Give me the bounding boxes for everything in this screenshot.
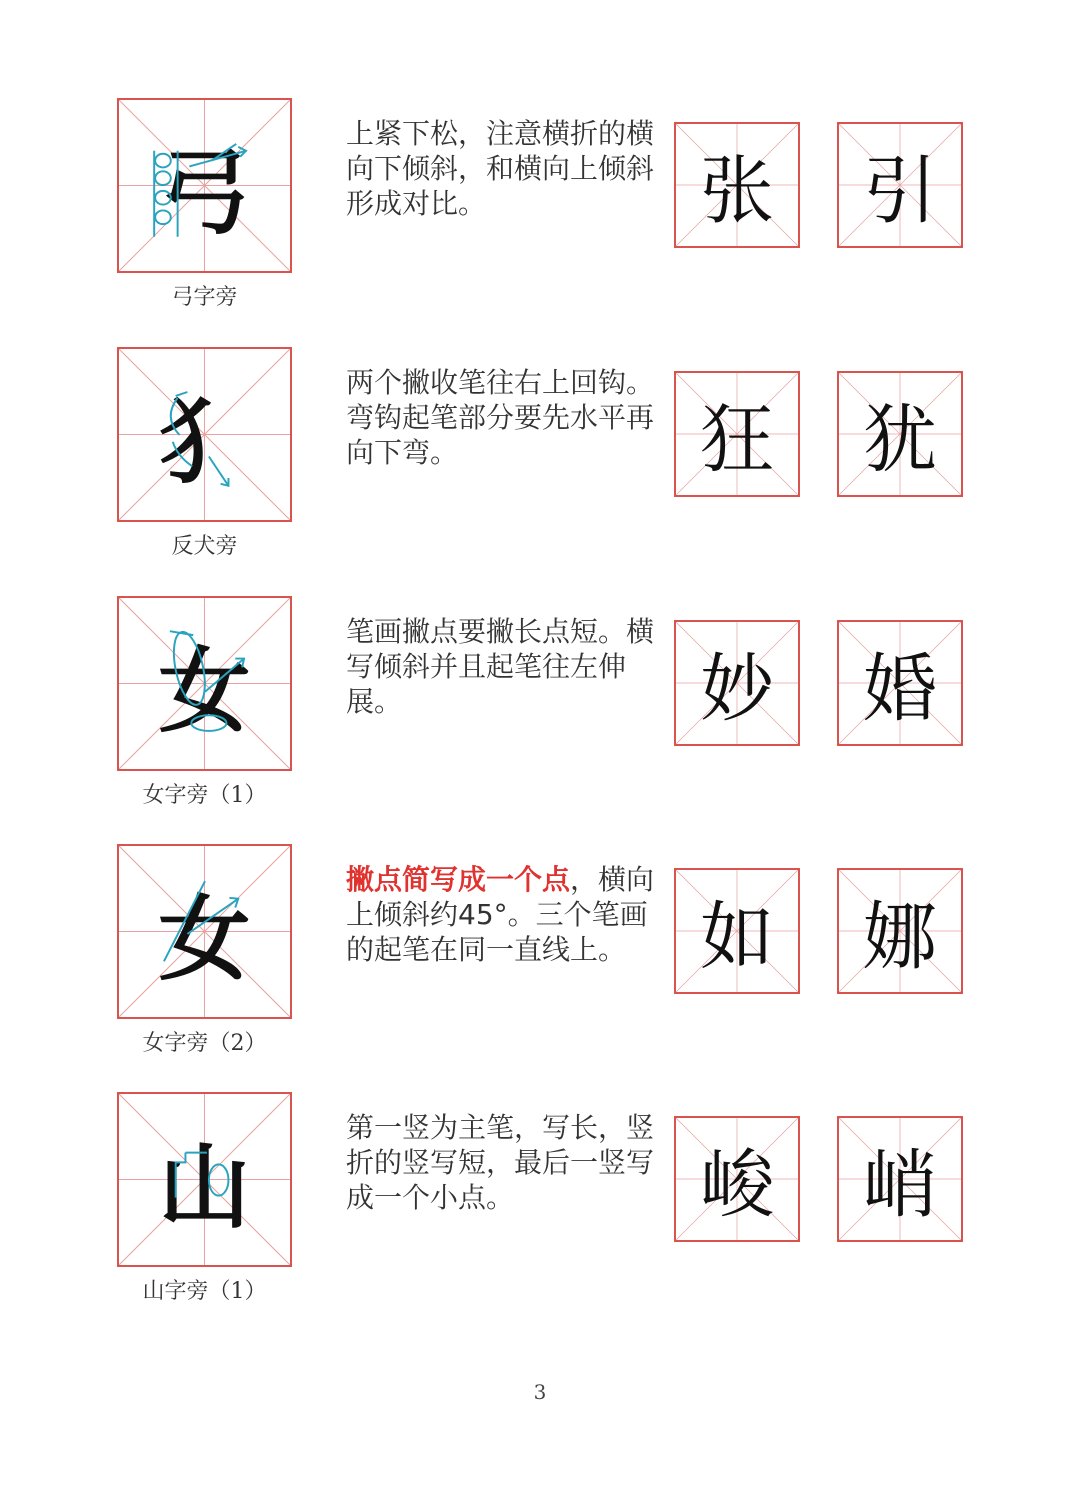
example-grid-2 bbox=[837, 620, 963, 746]
radical-caption: 女字旁（1） bbox=[142, 783, 267, 808]
radical-glyph: 女 bbox=[158, 884, 251, 993]
radical-description bbox=[346, 614, 656, 719]
example-glyph: 婚 bbox=[863, 646, 937, 732]
radical-grid bbox=[117, 98, 292, 273]
example-glyph: 犹 bbox=[863, 397, 937, 483]
example-glyph: 峭 bbox=[863, 1142, 937, 1228]
radical-grid bbox=[117, 347, 292, 522]
description-text: ，横向上倾斜约45°。三个笔画的起笔在同一直线上。 bbox=[346, 863, 655, 966]
example-grid-1 bbox=[674, 371, 800, 497]
description-text: 上紧下松，注意横折的横向下倾斜，和横向上倾斜形成对比。 bbox=[346, 117, 655, 220]
radical-caption: 反犬旁 bbox=[171, 534, 238, 559]
radical-description bbox=[346, 862, 656, 967]
example-grid-2 bbox=[837, 1116, 963, 1242]
radical-row-3 bbox=[0, 596, 1080, 826]
example-grid-2 bbox=[837, 371, 963, 497]
example-glyph: 引 bbox=[863, 148, 937, 234]
radical-caption: 弓字旁 bbox=[171, 285, 238, 310]
page-number: 3 bbox=[533, 1380, 547, 1404]
example-glyph: 狂 bbox=[700, 397, 774, 483]
radical-description bbox=[346, 365, 656, 470]
example-glyph: 妙 bbox=[700, 646, 774, 732]
radical-row-2 bbox=[0, 347, 1080, 577]
description-text: 第一竖为主笔，写长，竖折的竖写短，最后一竖写成一个小点。 bbox=[346, 1111, 655, 1214]
example-glyph: 如 bbox=[700, 894, 774, 980]
radical-caption: 女字旁（2） bbox=[142, 1031, 267, 1056]
example-grid-1 bbox=[674, 868, 800, 994]
radical-caption: 山字旁（1） bbox=[142, 1279, 267, 1304]
radical-glyph: 山 bbox=[158, 1132, 251, 1241]
radical-glyph: 弓 bbox=[158, 138, 251, 247]
example-grid-1 bbox=[674, 122, 800, 248]
description-text: 两个撇收笔往右上回钩。弯钩起笔部分要先水平再向下弯。 bbox=[346, 366, 655, 469]
example-grid-1 bbox=[674, 1116, 800, 1242]
description-text: 笔画撇点要撇长点短。横写倾斜并且起笔往左伸展。 bbox=[346, 615, 655, 718]
radical-row-1 bbox=[0, 98, 1080, 328]
radical-grid bbox=[117, 844, 292, 1019]
description-highlight: 撇点简写成一个点 bbox=[346, 863, 571, 896]
example-grid-2 bbox=[837, 868, 963, 994]
radical-grid bbox=[117, 596, 292, 771]
example-grid-1 bbox=[674, 620, 800, 746]
example-glyph: 峻 bbox=[700, 1142, 774, 1228]
radical-row-4 bbox=[0, 844, 1080, 1074]
radical-glyph: 女 bbox=[158, 636, 251, 745]
example-grid-2 bbox=[837, 122, 963, 248]
example-glyph: 娜 bbox=[863, 894, 937, 980]
example-glyph: 张 bbox=[700, 148, 774, 234]
radical-description bbox=[346, 1110, 656, 1215]
radical-glyph: 犭 bbox=[158, 387, 251, 496]
radical-grid bbox=[117, 1092, 292, 1267]
radical-description bbox=[346, 116, 656, 221]
radical-row-5 bbox=[0, 1092, 1080, 1322]
